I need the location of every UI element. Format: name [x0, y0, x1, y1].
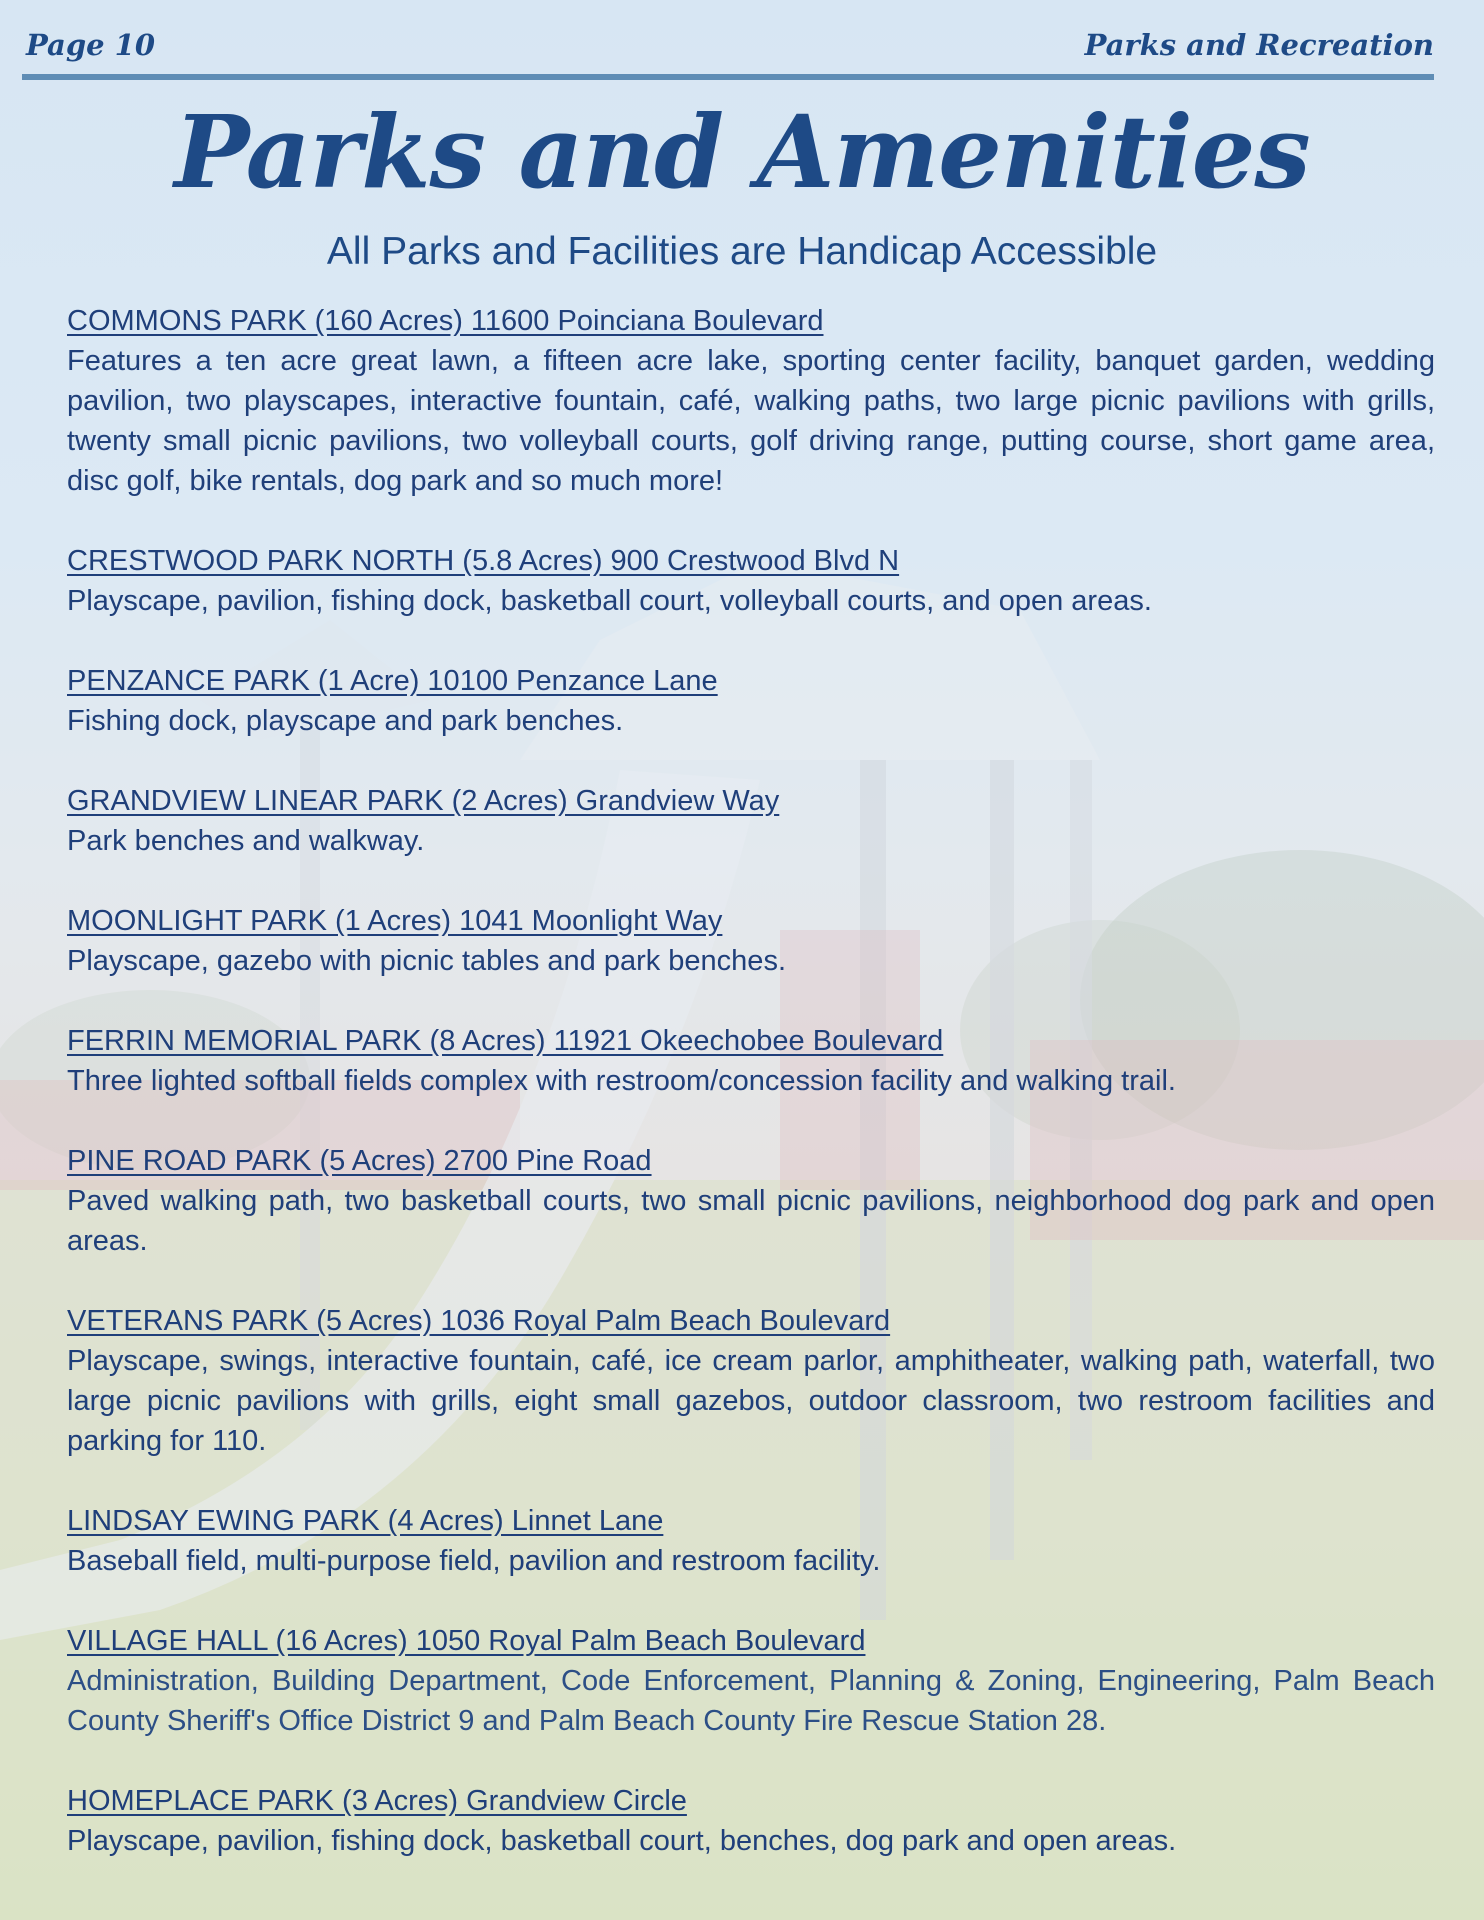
page-title: Parks and Amenities	[174, 93, 1310, 211]
park-entry-penzance	[67, 661, 1435, 741]
park-description: Playscape, swings, interactive fountain, café, ice cream parlor, amphitheater, walking path, waterfall, two large picnic pavilions with grills, eight small gazebos, outdoor classroom, two restroom facilities and parking for 110.	[67, 1345, 1435, 1457]
park-entry-ferrin-memorial	[67, 1021, 1435, 1101]
park-name[interactable]: FERRIN MEMORIAL PARK (8 Acres) 11921 Okeechobee Boulevard	[67, 1025, 944, 1057]
park-description: Features a ten acre great lawn, a fifteen acre lake, sporting center facility, banquet garden, wedding pavilion, two playscapes, interactive fountain, café, walking paths, two large picnic pavilions with grills, twenty small picnic pavilions, two volleyball courts, golf driving range, putting course, short game area, disc golf, bike rentals, dog park and so much more!	[67, 345, 1435, 497]
park-entry-pine-road	[67, 1141, 1435, 1261]
park-description: Administration, Building Department, Code Enforcement, Planning & Zoning, Engineering, Palm Beach County Sheriff's Office District 9 and Palm Beach County Fire Rescue Station 28.	[67, 1665, 1435, 1737]
park-description: Playscape, pavilion, fishing dock, basketball court, benches, dog park and open areas.	[67, 1825, 1177, 1857]
park-name[interactable]: PENZANCE PARK (1 Acre) 10100 Penzance Lane	[67, 665, 718, 697]
park-description: Park benches and walkway.	[67, 825, 425, 857]
park-name[interactable]: VILLAGE HALL (16 Acres) 1050 Royal Palm Beach Boulevard	[67, 1625, 866, 1657]
page-subtitle: All Parks and Facilities are Handicap Accessible	[326, 230, 1158, 273]
park-description: Fishing dock, playscape and park benches.	[67, 705, 624, 737]
park-name[interactable]: MOONLIGHT PARK (1 Acres) 1041 Moonlight Way	[67, 905, 723, 937]
header-divider	[22, 74, 1434, 80]
page-number: Page 10	[26, 28, 155, 62]
park-description: Playscape, pavilion, fishing dock, basketball court, volleyball courts, and open areas.	[67, 585, 1152, 617]
park-entry-lindsay-ewing	[67, 1501, 1435, 1581]
park-name[interactable]: COMMONS PARK (160 Acres) 11600 Poinciana Boulevard	[67, 305, 824, 337]
park-entry-crestwood	[67, 541, 1435, 621]
park-name[interactable]: HOMEPLACE PARK (3 Acres) Grandview Circle	[67, 1785, 687, 1817]
park-entry-village-hall	[67, 1621, 1435, 1741]
park-description: Baseball field, multi-purpose field, pavilion and restroom facility.	[67, 1545, 881, 1577]
park-entry-moonlight	[67, 901, 1435, 981]
park-name[interactable]: LINDSAY EWING PARK (4 Acres) Linnet Lane	[67, 1505, 664, 1537]
park-entry-veterans	[67, 1301, 1435, 1461]
park-description: Playscape, gazebo with picnic tables and park benches.	[67, 945, 786, 977]
park-name[interactable]: PINE ROAD PARK (5 Acres) 2700 Pine Road	[67, 1145, 652, 1177]
section-title: Parks and Recreation	[1084, 28, 1434, 62]
park-entry-commons	[67, 301, 1435, 501]
park-description: Paved walking path, two basketball courts, two small picnic pavilions, neighborhood dog park and open areas.	[67, 1185, 1435, 1257]
park-name[interactable]: GRANDVIEW LINEAR PARK (2 Acres) Grandview Way	[67, 785, 780, 817]
park-name[interactable]: CRESTWOOD PARK NORTH (5.8 Acres) 900 Crestwood Blvd N	[67, 545, 900, 577]
park-entry-homeplace	[67, 1781, 1435, 1861]
park-description: Three lighted softball fields complex with restroom/concession facility and walking trail.	[67, 1065, 1176, 1097]
park-name[interactable]: VETERANS PARK (5 Acres) 1036 Royal Palm Beach Boulevard	[67, 1305, 891, 1337]
park-entry-grandview-linear	[67, 781, 1435, 861]
